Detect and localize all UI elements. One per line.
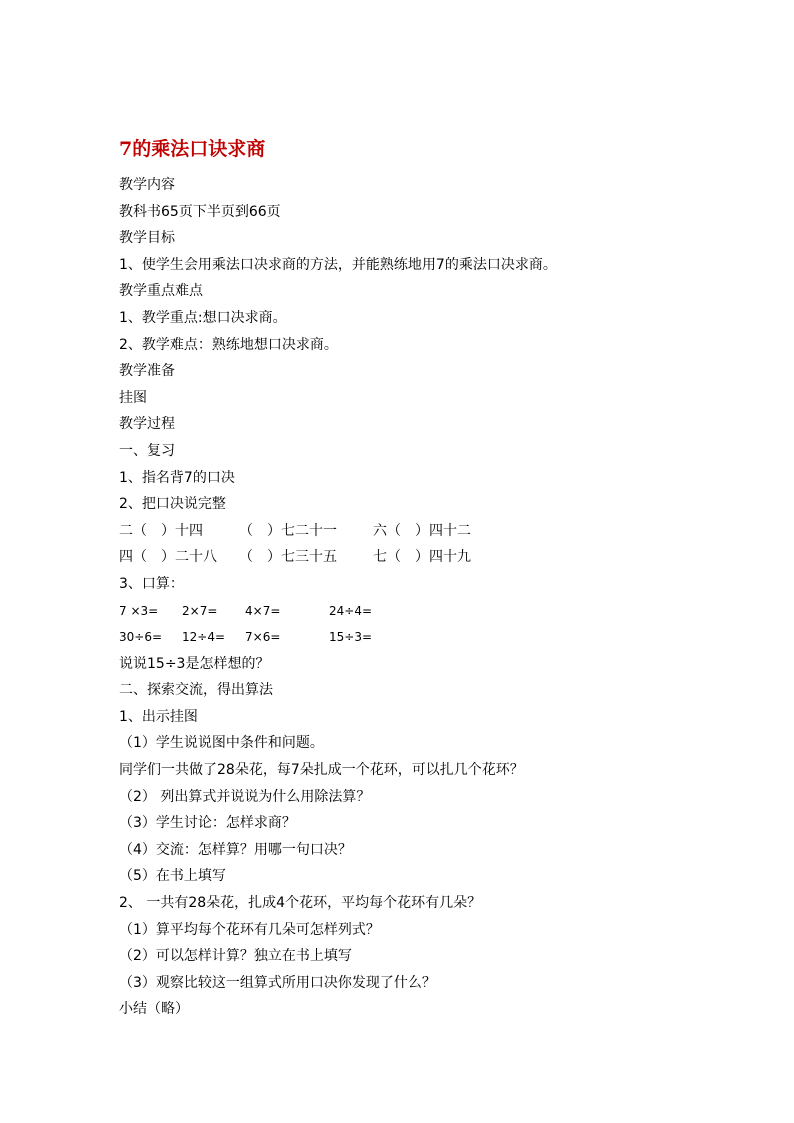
paragraph: （3）观察比较这一组算式所用口决你发现了什么？ [119,974,436,991]
paragraph: （4）交流：怎样算？用哪一句口决？ [119,841,352,858]
fill-row [119,518,719,545]
oral-row [119,624,719,651]
fill-item: 七（ ）四十九 [373,549,471,566]
paragraph: （2）可以怎样计算？独立在书上填写 [119,948,352,965]
oral-item: 12÷4= [182,630,226,645]
paragraph: 2、 一共有28朵花，扎成4个花环，平均每个花环有几朵？ [119,895,482,912]
paragraph: 挂图 [119,389,147,406]
paragraph: 同学们一共做了28朵花，每7朵扎成一个花环，可以扎几个花环？ [119,762,524,779]
paragraph: （1）学生说说图中条件和问题。 [119,735,324,752]
oral-item: 2×7= [182,603,218,618]
paragraph: 1、指名背7的口决 [119,469,235,486]
paragraph: 说说15÷3是怎样想的？ [119,655,270,672]
oral-item: 7×6= [245,630,281,645]
section-heading: 二、探索交流，得出算法 [119,682,273,699]
fill-item: （ ）七二十一 [239,522,337,539]
oral-item: 4×7= [245,603,281,618]
page-title: 7的乘法口诀求商 [119,138,266,160]
paragraph: 2、教学难点：熟练地想口决求商。 [119,336,338,353]
paragraph: 教科书65页下半页到66页 [119,203,281,220]
oral-item: 15÷3= [329,630,373,645]
paragraph: 3、口算： [119,575,184,592]
paragraph: （5）在书上填写 [119,868,226,885]
section-heading: 教学重点难点 [119,283,203,300]
oral-row [119,598,719,625]
paragraph: 小结（略） [119,1001,189,1018]
paragraph: 2、把口决说完整 [119,496,226,513]
paragraph: 1、使学生会用乘法口决求商的方法，并能熟练地用7的乘法口决求商。 [119,256,557,273]
paragraph: 1、教学重点:想口决求商。 [119,309,287,326]
paragraph: （1）算平均每个花环有几朵可怎样列式？ [119,921,380,938]
document-body [119,172,719,1023]
oral-item: 24÷4= [329,603,373,618]
paragraph: （2） 列出算式并说说为什么用除法算？ [119,788,371,805]
paragraph: （3）学生讨论：怎样求商？ [119,815,296,832]
paragraph: 一、复习 [119,442,175,459]
section-heading: 教学内容 [119,177,175,193]
oral-item: 30÷6= [119,630,163,645]
section-heading: 教学准备 [119,363,175,380]
fill-item: 六（ ）四十二 [373,522,471,539]
paragraph: 1、出示挂图 [119,708,198,725]
section-heading: 教学过程 [119,416,175,433]
fill-item: （ ）七三十五 [239,549,337,566]
fill-item: 二（ ）十四 [119,522,203,539]
fill-item: 四（ ）二十八 [119,549,217,566]
fill-row [119,544,719,571]
section-heading: 教学目标 [119,230,175,247]
oral-item: 7 ×3= [119,603,159,618]
